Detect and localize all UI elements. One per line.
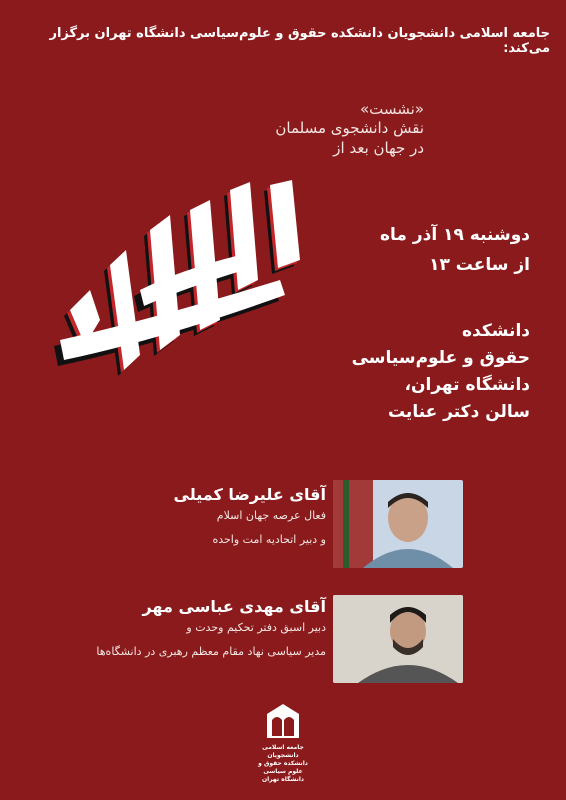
poster-header bbox=[16, 26, 550, 56]
location-line-4: سالن دکتر عنایت bbox=[387, 402, 530, 422]
footer-line-2: دانشکده حقوق و علوم سیاسی bbox=[258, 760, 308, 775]
speaker-2-desc-1: دبیر اسبق دفتر تحکیم وحدت و bbox=[186, 621, 326, 634]
speaker-1-photo bbox=[333, 480, 463, 568]
footer-line-3: دانشگاه تهران bbox=[262, 776, 304, 783]
header-org: جامعه اسلامی دانشجویان bbox=[387, 26, 550, 41]
location-line-3: دانشگاه تهران، bbox=[404, 375, 530, 395]
al-aqsa-storm-logo bbox=[30, 170, 330, 400]
speaker-1 bbox=[174, 485, 326, 552]
speaker-2-photo bbox=[333, 595, 463, 683]
speaker-2-desc-2: مدیر سیاسی نهاد مقام معظم رهبری در دانشگاه‌ها bbox=[96, 645, 326, 658]
event-day: دوشنبه ۱۹ آذر ماه bbox=[379, 225, 530, 245]
speaker-1-name: آقای علیرضا کمیلی bbox=[173, 485, 326, 504]
speaker-2 bbox=[96, 597, 326, 664]
event-location bbox=[352, 318, 530, 426]
logo-white bbox=[60, 180, 300, 370]
location-line-1: دانشکده bbox=[462, 321, 530, 341]
session-line-2: در جهان بعد از bbox=[333, 139, 424, 157]
event-hour: از ساعت ۱۳ bbox=[429, 255, 530, 275]
header-text: دانشکده حقوق و علوم‌سیاسی دانشگاه تهران برگزار می‌کند: bbox=[49, 26, 550, 56]
event-time bbox=[380, 220, 530, 280]
speaker-1-desc-1: فعال عرصه جهان اسلام bbox=[216, 509, 326, 522]
session-title bbox=[275, 100, 424, 158]
session-line-1: نقش دانشجوی مسلمان bbox=[275, 119, 424, 137]
footer-line-1: جامعه اسلامی دانشجویان bbox=[262, 744, 304, 759]
location-line-2: حقوق و علوم‌سیاسی bbox=[351, 348, 530, 368]
session-kind: «نشست» bbox=[359, 100, 424, 118]
speaker-1-desc-2: و دبیر اتحادیه امت واحده bbox=[212, 533, 326, 546]
speaker-2-name: آقای مهدی عباسی مهر bbox=[142, 597, 326, 616]
org-emblem-icon bbox=[263, 700, 303, 740]
org-logo bbox=[253, 700, 313, 790]
